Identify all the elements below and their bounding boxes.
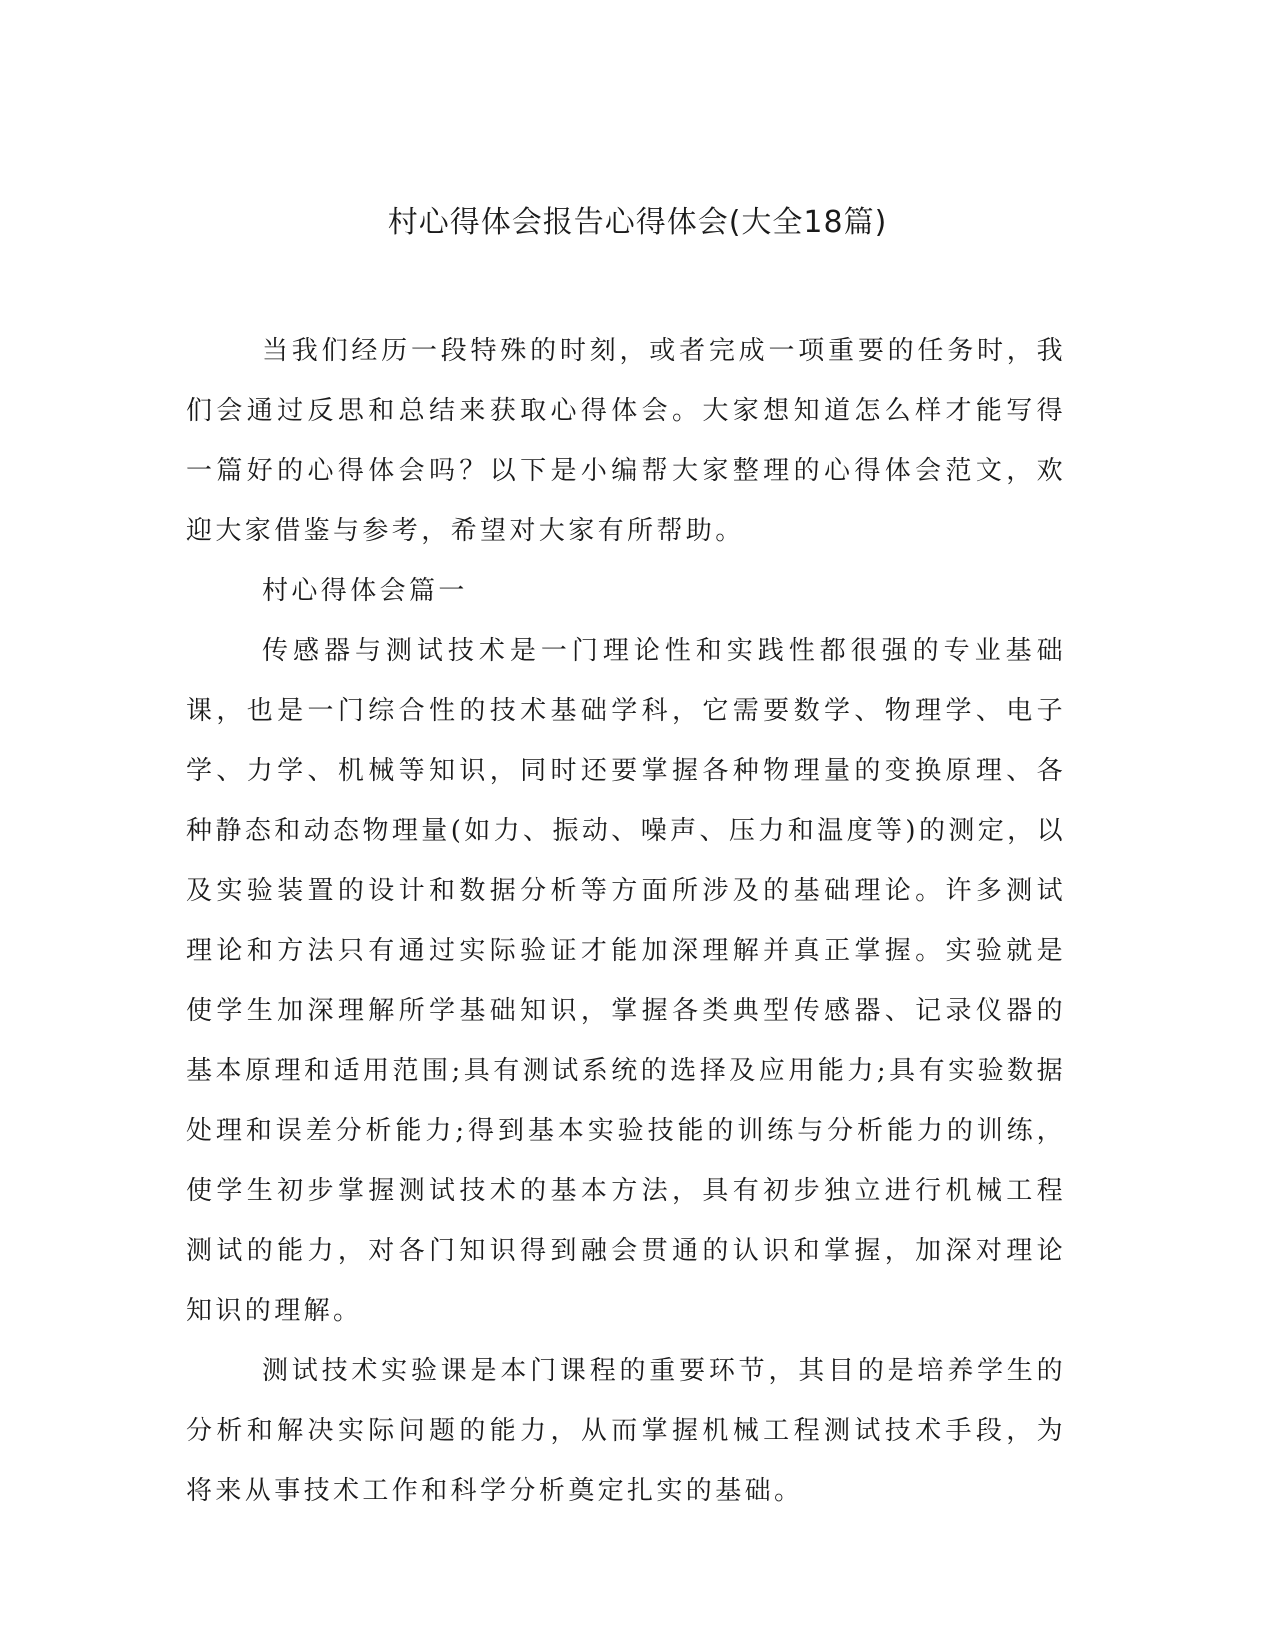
paragraph-intro: 当我们经历一段特殊的时刻，或者完成一项重要的任务时，我们会通过反思和总结来获取心得体会。大家想知道怎么样才能写得一篇好的心得体会吗？以下是小编帮大家整理的心得体会范文，欢迎大家借鉴与参考，希望对大家有所帮助。 bbox=[186, 336, 1066, 546]
document-title: 村心得体会报告心得体会(大全18篇) bbox=[387, 205, 888, 240]
section-heading: 村心得体会篇一 bbox=[262, 576, 468, 606]
paragraph-sensor-course: 传感器与测试技术是一门理论性和实践性都很强的专业基础课，也是一门综合性的技术基础学科，它需要数学、物理学、电子学、力学、机械等知识，同时还要掌握各种物理量的变换原理、各种静态和动态物理量(如力、振动、噪声、压力和温度等)的测定，以及实验装置的设计和数据分析等方面所涉及的基础理论。许多测试理论和方法只有通过实际验证才能加深理解并真正掌握。实验就是使学生加深理解所学基础知识，掌握各类典型传感器、记录仪器的基本原理和适用范围;具有测试系统的选择及应用能力;具有实验数据处理和误差分析能力;得到基本实验技能的训练与分析能力的训练，使学生初步掌握测试技术的基本方法，具有初步独立进行机械工程测试的能力，对各门知识得到融会贯通的认识和掌握，加深对理论知识的理解。 bbox=[186, 636, 1066, 1326]
document-body bbox=[186, 321, 1066, 1521]
paragraph-lab-course: 测试技术实验课是本门课程的重要环节，其目的是培养学生的分析和解决实际问题的能力，从而掌握机械工程测试技术手段，为将来从事技术工作和科学分析奠定扎实的基础。 bbox=[186, 1356, 1066, 1506]
